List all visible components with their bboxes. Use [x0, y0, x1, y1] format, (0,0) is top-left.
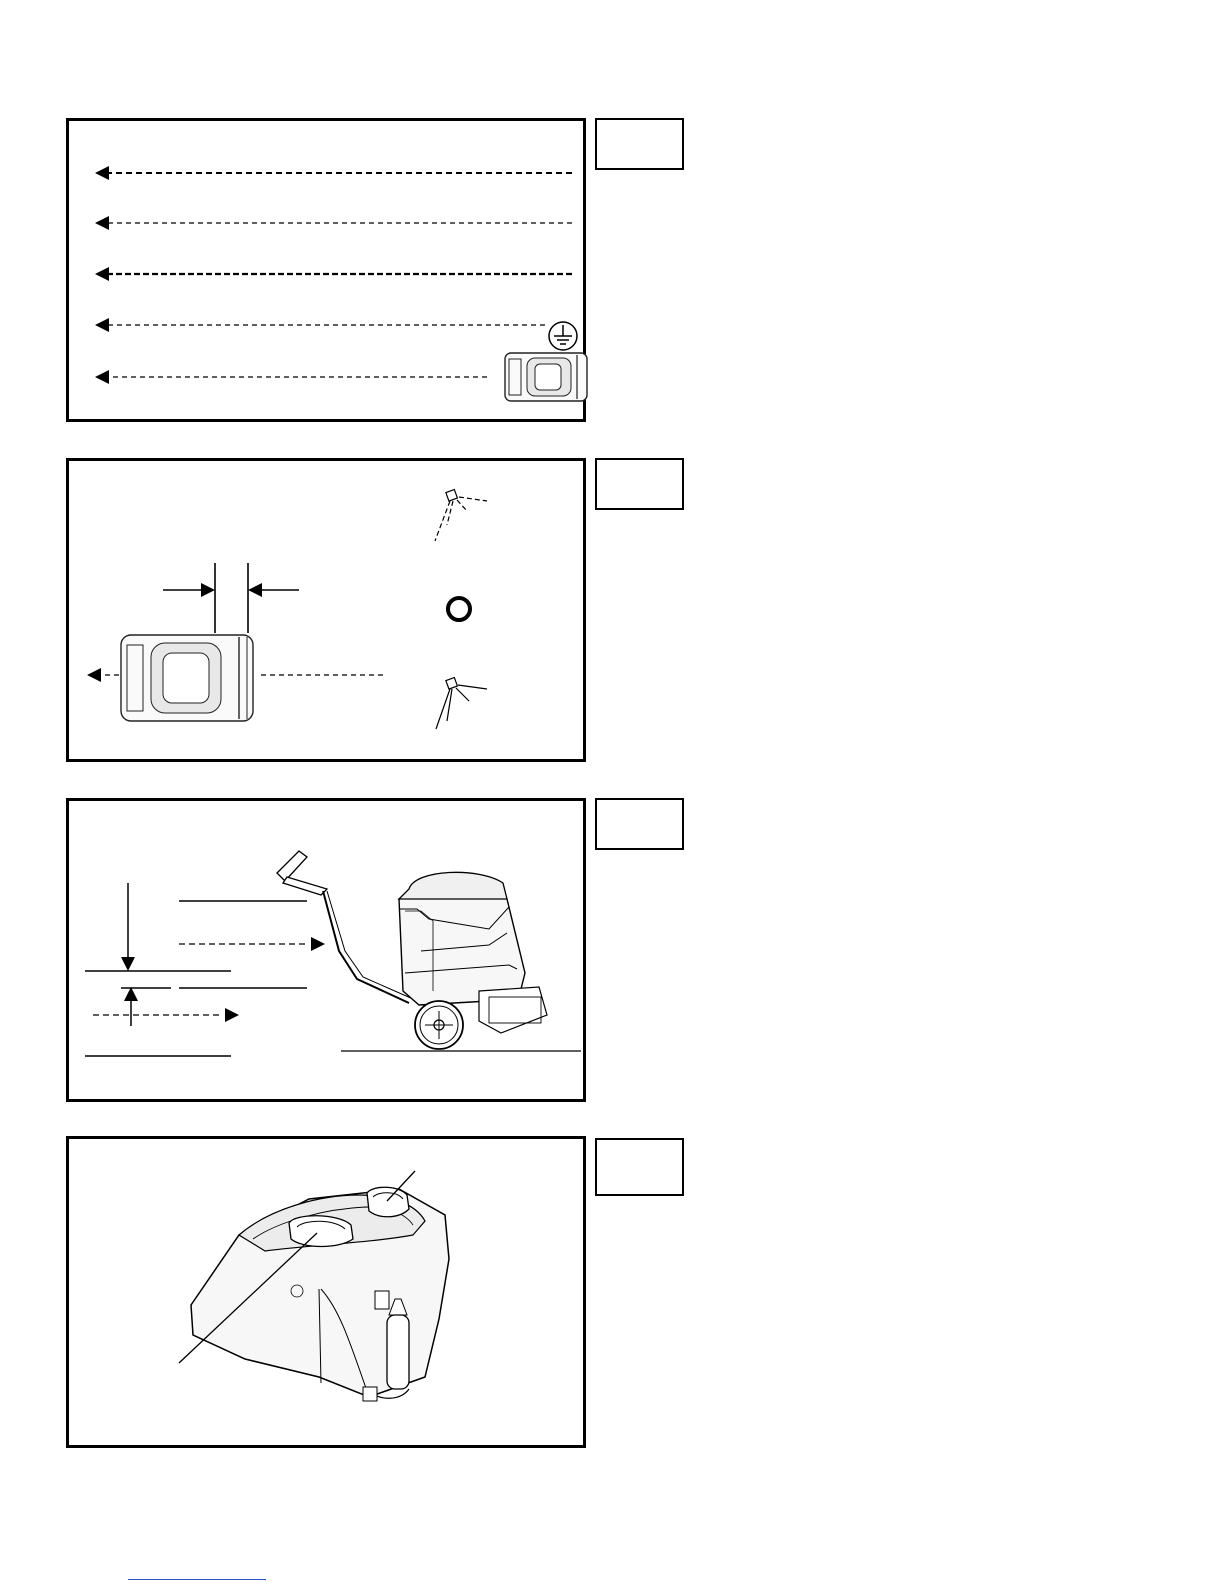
footer-link-underline[interactable] — [128, 1579, 266, 1580]
panel-1-drawing — [69, 121, 589, 425]
figure-panel-1 — [66, 118, 586, 422]
arrow-line-1 — [95, 166, 572, 180]
panel-3-drawing — [69, 801, 589, 1105]
figure-label-box-1 — [595, 118, 684, 170]
machine-top-view-icon — [121, 635, 253, 721]
arrow-line-5 — [95, 370, 487, 384]
arrow-line-3 — [95, 267, 572, 281]
figure-label-box-4 — [595, 1138, 684, 1196]
figure-panel-2 — [66, 458, 586, 762]
ground-symbol-icon — [549, 322, 577, 350]
spray-nozzle-icon — [435, 490, 487, 541]
arrow-line-4 — [95, 318, 545, 332]
recovery-tank-icon — [191, 1187, 449, 1401]
figure-label-box-2 — [595, 458, 684, 510]
figure-panel-3 — [66, 798, 586, 1102]
width-dimension — [163, 563, 299, 633]
panel-4-drawing — [69, 1139, 589, 1451]
machine-side-view-icon — [277, 851, 581, 1051]
spray-nozzle-icon — [436, 678, 487, 729]
arrow-line-2 — [95, 216, 572, 230]
figure-label-box-3 — [595, 798, 684, 850]
hose-ring-icon — [448, 598, 470, 620]
panel-2-drawing — [69, 461, 589, 765]
machine-top-view-icon — [505, 353, 587, 401]
legend-lines — [85, 883, 325, 1056]
figure-panel-4 — [66, 1136, 586, 1448]
